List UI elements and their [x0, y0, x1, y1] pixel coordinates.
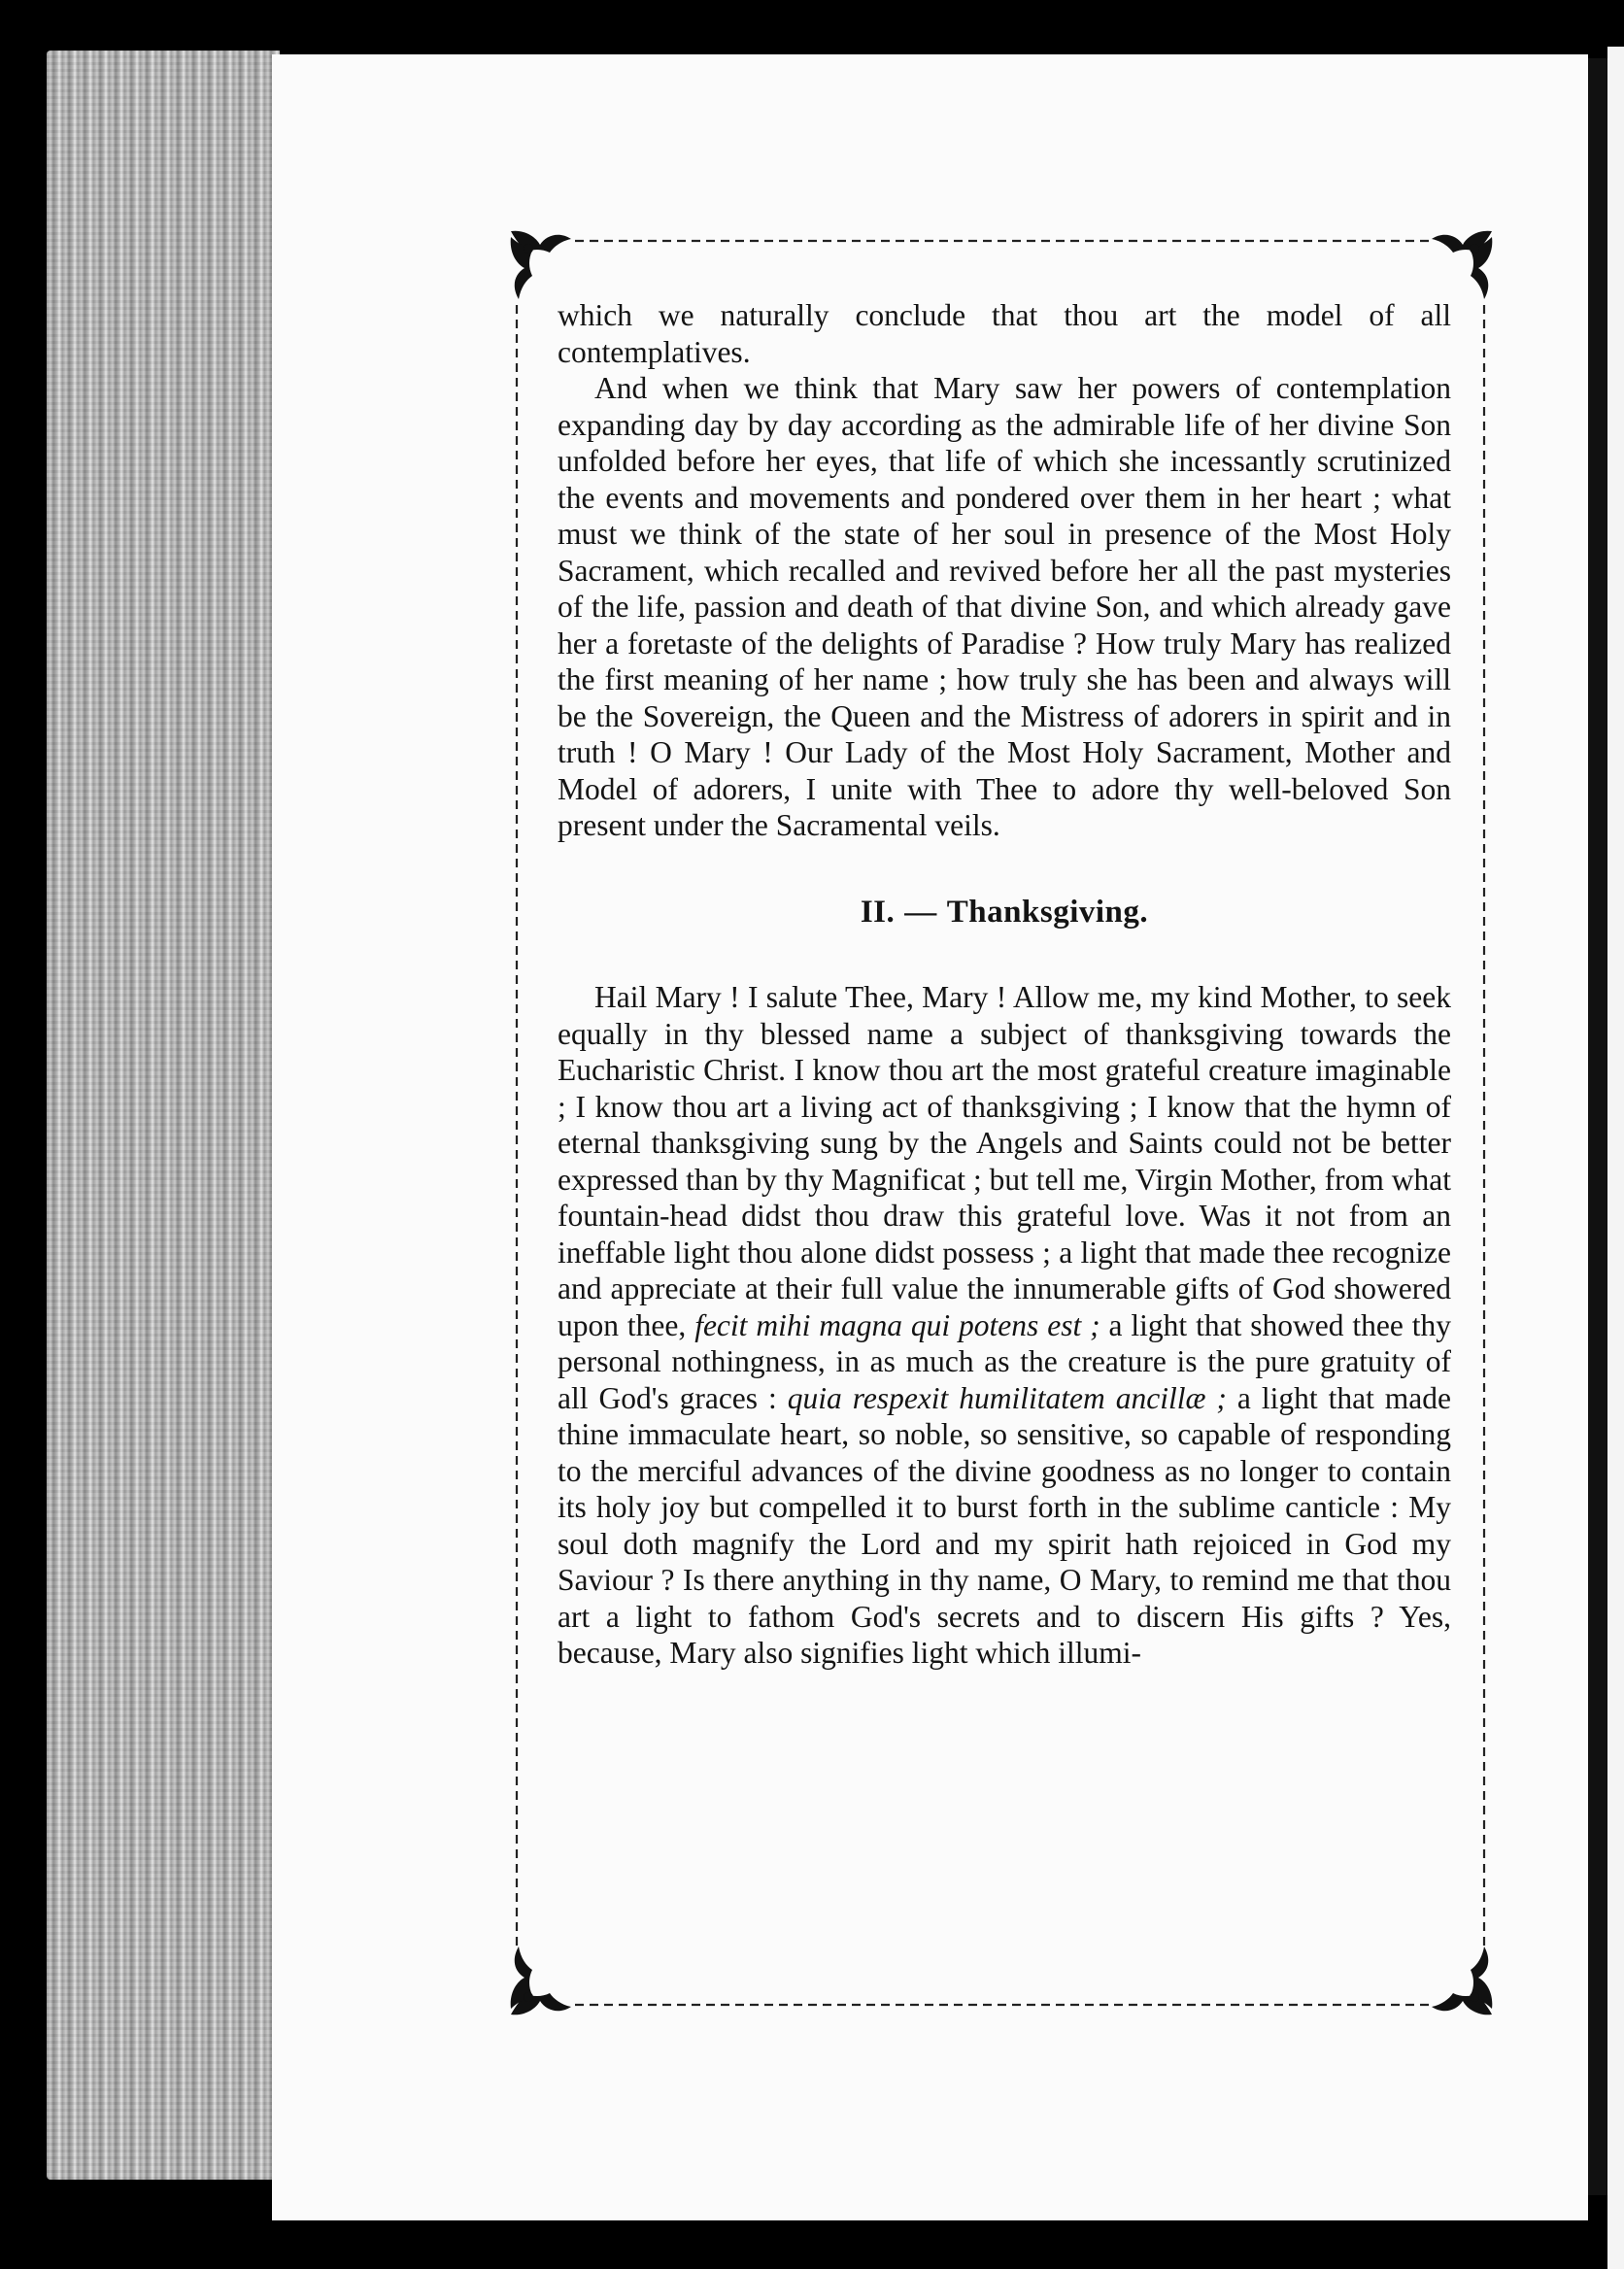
paragraph-contemplation: And when we think that Mary saw her powers of contemplation expanding day by day according as the admirable life of her divine Son unfolded before her eyes, that life of which she incessantly scrutinized the events and movements and pondered over them in her heart ; what must we think of the state of her soul in presence of the Most Holy Sacrament, which recalled and revived before her all the past mysteries of the life, passion and death of that divine Son, and which already gave her a foretaste of the delights of Paradise ? How truly Mary has realized the first meaning of her name ; how truly she has been and always will be the Sovereign, the Queen and the Mistress of adorers in spirit and in truth ! O Mary ! Our Lady of the Most Holy Sacrament, Mother and Model of adorers, I unite with Thee to adore thy well-beloved Son present under the Sacramental veils. — [558, 371, 1451, 842]
page-text — [558, 297, 1451, 1672]
section-heading — [558, 895, 1451, 931]
book-page-edges — [47, 51, 280, 2180]
corner-ornament-top-right — [1432, 231, 1492, 299]
corner-ornament-bottom-right — [1432, 1947, 1492, 2015]
section-separator: — — [904, 894, 937, 930]
section-title: Thanksgiving. — [946, 894, 1149, 930]
corner-ornament-bottom-left — [511, 1947, 571, 2015]
thanksgiving-text-1: Hail Mary ! I salute Thee, Mary ! Allow me, my kind Mother, to seek equally in thy blessed name a subject of thanksgiving towards the Eucharistic Christ. I know thou art the most grateful creature imaginable ; I know thou art a living act of thanksgiving ; I know that the hymn of eternal thanksgiving sung by the Angels and Saints could not be better expressed than by thy Magnificat ; but tell me, Virgin Mother, from what fountain-head didst thou draw this grateful love. Was it not from an ineffable light thou alone didst possess ; a light that made thee recognize and appreciate at their full value the innumerable gifts of God showered upon thee, — [558, 980, 1451, 1342]
section-number: II. — [860, 894, 896, 930]
latin-quote-quia: quia respexit humilitatem ancillæ ; — [787, 1380, 1227, 1415]
corner-ornament-top-left — [511, 231, 571, 299]
latin-quote-fecit: fecit mihi magna qui potens est ; — [694, 1307, 1100, 1342]
facing-page-edge — [1607, 47, 1624, 2269]
gutter-shadow — [1588, 58, 1607, 2195]
paragraph-continued: which we naturally conclude that thou art the model of all contemplatives. — [558, 298, 1451, 369]
thanksgiving-text-2: a light that showed thee thy personal nothingness, in as much as the creature is the pure gratuity of all God's graces : — [558, 1307, 1452, 1415]
thanksgiving-text-3: a light that made thine immaculate heart, so noble, so sensitive, so capable of responding to the merciful advances of the divine goodness as no longer to contain its holy joy but compelled it to burst forth in the sublime canticle : My soul doth magnify the Lord and my spirit hath rejoiced in God my Saviour ? Is there anything in thy name, O Mary, to remind me that thou art a light to fathom God's secrets and to discern His gifts ? Yes, because, Mary also signifies light which illumi- — [558, 1380, 1452, 1670]
paragraph-thanksgiving — [558, 979, 1451, 1672]
